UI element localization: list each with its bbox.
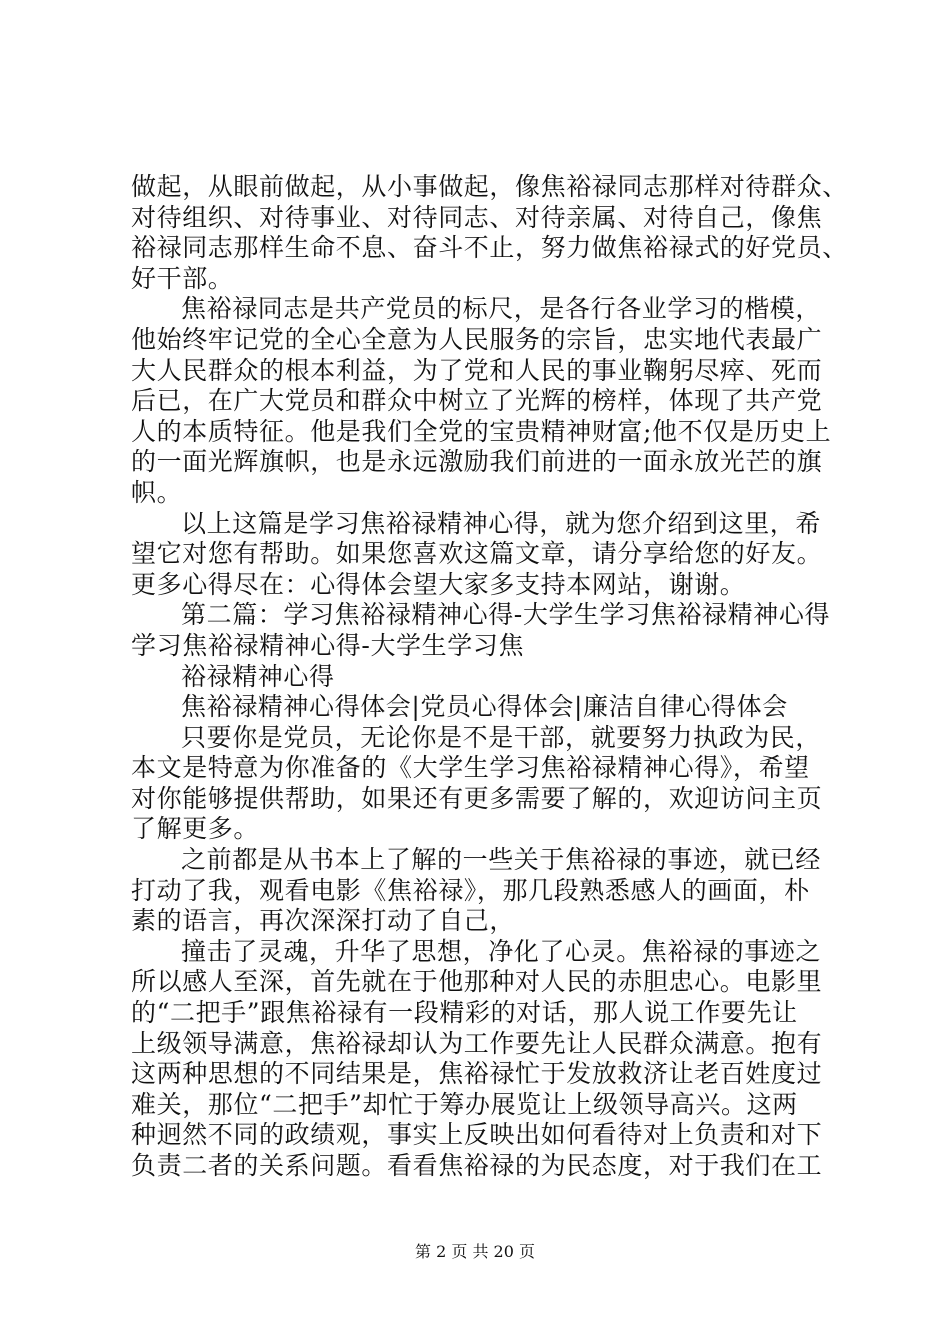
page-number: 第 2 页 共 20 页	[415, 1242, 535, 1261]
text-line: 只要你是党员，无论你是不是干部，就要努力执政为民，	[181, 722, 822, 752]
text-line: 这两种思想的不同结果是，焦裕禄忙于发放救济让老百姓度过	[131, 1059, 823, 1089]
text-line: 对你能够提供帮助，如果还有更多需要了解的，欢迎访问主页	[131, 783, 823, 813]
text-line: 大人民群众的根本利益，为了党和人民的事业鞠躬尽瘁、死而	[131, 355, 823, 385]
text-line: 帜。	[131, 477, 183, 507]
text-line: 的一面光辉旗帜，也是永远激励我们前进的一面永放光芒的旗	[131, 447, 823, 477]
text-line: 人的本质特征。他是我们全党的宝贵精神财富;他不仅是历史上	[131, 416, 832, 446]
text-line: 裕禄同志那样生命不息、奋斗不止，努力做焦裕禄式的好党员、	[131, 233, 848, 263]
text-line: 学习焦裕禄精神心得-大学生学习焦	[131, 630, 525, 660]
text-line: 之前都是从书本上了解的一些关于焦裕禄的事迹，就已经	[181, 845, 822, 875]
text-line: 素的语言，再次深深打动了自己，	[131, 906, 516, 936]
document-body	[131, 172, 848, 1182]
text-line: 更多心得尽在：心得体会望大家多支持本网站，谢谢。	[131, 569, 746, 599]
text-line: 第二篇：学习焦裕禄精神心得-大学生学习焦裕禄精神心得	[181, 600, 831, 630]
text-line: 裕禄精神心得	[181, 661, 335, 691]
text-line: 本文是特意为你准备的《大学生学习焦裕禄精神心得》，希望	[131, 753, 810, 783]
text-line: 所以感人至深，首先就在于他那种对人民的赤胆忠心。电影里	[131, 967, 823, 997]
text-line: 种迥然不同的政绩观，事实上反映出如何看待对上负责和对下	[131, 1120, 823, 1150]
text-line: 难关，那位“二把手”却忙于筹办展览让上级领导高兴。这两	[131, 1089, 798, 1119]
text-line: 做起，从眼前做起，从小事做起，像焦裕禄同志那样对待群众、	[131, 172, 848, 201]
text-line: 了解更多。	[131, 814, 260, 844]
text-line: 对待组织、对待事业、对待同志、对待亲属、对待自己，像焦	[131, 202, 823, 232]
text-line: 撞击了灵魂，升华了思想，净化了心灵。焦裕禄的事迹之	[181, 936, 822, 966]
text-line: 上级领导满意，焦裕禄却认为工作要先让人民群众满意。抱有	[131, 1028, 823, 1058]
text-line: 负责二者的关系问题。看看焦裕禄的为民态度，对于我们在工	[131, 1151, 823, 1180]
text-line: 以上这篇是学习焦裕禄精神心得，就为您介绍到这里，希	[181, 508, 822, 538]
text-line: 打动了我，观看电影《焦裕禄》，那几段熟悉感人的画面，朴	[131, 875, 810, 905]
text-line: 好干部。	[131, 263, 234, 293]
text-line: 焦裕禄同志是共产党员的标尺，是各行各业学习的楷模，	[181, 294, 822, 324]
text-line: 的“二把手”跟焦裕禄有一段精彩的对话，那人说工作要先让	[131, 998, 798, 1028]
text-line: 望它对您有帮助。如果您喜欢这篇文章，请分享给您的好友。	[131, 539, 823, 569]
page-footer	[0, 1242, 950, 1262]
text-line: 他始终牢记党的全心全意为人民服务的宗旨，忠实地代表最广	[131, 324, 823, 354]
text-line: 后已，在广大党员和群众中树立了光辉的榜样，体现了共产党	[131, 386, 823, 416]
text-line: 焦裕禄精神心得体会|党员心得体会|廉洁自律心得体会	[181, 692, 788, 722]
